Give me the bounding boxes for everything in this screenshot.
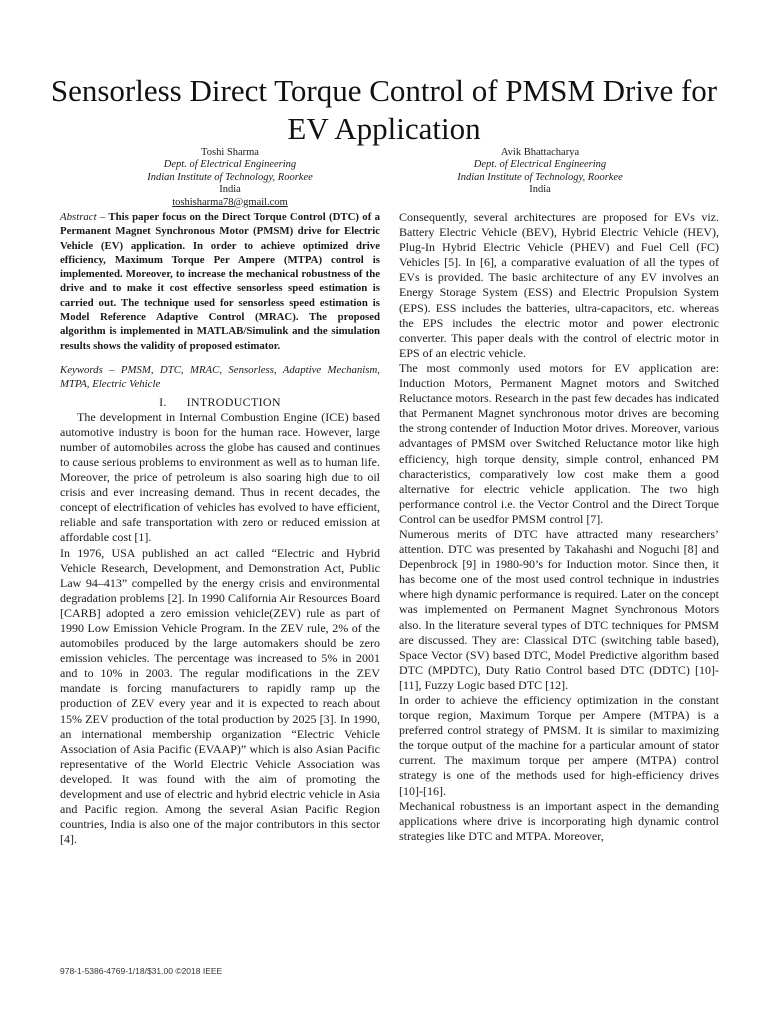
left-column bbox=[60, 210, 380, 847]
author-name: Avik Bhattacharya bbox=[500, 147, 580, 158]
author-institution: Indian Institute of Technology, Roorkee bbox=[147, 171, 313, 183]
paragraph: Consequently, several architectures are proposed for EVs viz. Battery Electric Vehicle (BEV), Hybrid Electric Vehicle (HEV), Plug-In Hybrid Electric Vehicle (PHEV) and Fuel Cell (FC) Vehicles [5]. In [6], a comparative evaluation of all the types of EVs is provided. The basic architecture of any EV involves an Energy Storage System (ESS) and Electric Propulsion System (EPS). ESS includes the batteries, ultra-capacitors, etc. whereas the EPS includes the electric motor and power electronic converter. This paper deals with the control of electric motor in EPS of an electric vehicle. bbox=[399, 210, 719, 360]
author-block-2 bbox=[390, 147, 690, 197]
paragraph: The development in Internal Combustion Engine (ICE) based automotive industry is boon for the human race. However, large number of automobiles across the globe has caused and continues to cause serious problems to environment as well as to human life. Moreover, the price of petroleum is also soaring high due to oil crisis and ever increasing demand. Thus in recent decades, the concept of electrification of vehicles has evolved to have efficient, reliable and safe transportation with zero or reduced emission at affordable cost [1]. bbox=[60, 409, 380, 545]
author-email[interactable]: toshisharma78@gmail.com bbox=[172, 196, 288, 208]
abstract bbox=[60, 210, 380, 353]
paragraph: Numerous merits of DTC have attracted many researchers’ attention. DTC was presented by Takahashi and Noguchi [8] and Depenbrock [9] in 1980-90’s for Induction motor. Since then, it has become one of the most used control technique in industries where high dynamic performance is required. Later on the concept was implemented on Permanent Magnet Synchronous Motors also. In the literature several types of DTC techniques for PMSM are discussed. They are: Classical DTC (switching table based), Space Vector (SV) based DTC, Model Predictive algorithm based DTC (MPDTC), Duty Ratio Control based DTC (DDTC) [10]-[11], Fuzzy Logic based DTC [12]. bbox=[399, 526, 719, 692]
abstract-label: Abstract – bbox=[60, 211, 106, 223]
author-institution: Indian Institute of Technology, Roorkee bbox=[457, 171, 623, 183]
author-dept: Dept. of Electrical Engineering bbox=[473, 159, 607, 171]
author-country: India bbox=[529, 184, 551, 196]
paragraph: In 1976, USA published an act called “Electric and Hybrid Vehicle Research, Development, and Demonstration Act, Public Law 94–413” compelled by the energy crisis and environmental degradation problems [2]. In 1990 California Air Resources Board [CARB] adopted a zero emission vehicle(ZEV) rule as part of 1990 Low Emission Vehicle Program. In the ZEV rule, 2% of the automobiles produced by the large automakers should be zero emission vehicles. The percentage was increased to 5% in 2001 and to 10% in 2003. The regular modifications in the ZEV mandate is forcing manufacturers to rapidly ramp up the production of ZEV every year and it is expected to reach about 15% ZEV production of the total production by 2025 [3]. In 1990, an international membership organization “Electric Vehicle Association of Asia Pacific (EVAAP)” which is also Asian Pacific representative of the World Electric Vehicle Association was developed. It was found with the aim of promoting the development and use of electric and hybrid electric vehicle in Asia and Pacific region. Among the several Asian Pacific Region countries, India is also one of the major contributors in this sector [4]. bbox=[60, 545, 380, 847]
author-name: Toshi Sharma bbox=[201, 147, 259, 158]
paragraph: In order to achieve the efficiency optimization in the constant torque region, Maximum Torque per Ampere (MTPA) is a preferred control strategy of PMSM. It is similar to maximizing the torque output of the machine for a particular amount of stator current. The maximum torque per ampere (MTPA) control strategy is one of the methods used for high-efficiency drives [10]-[16]. bbox=[399, 693, 719, 798]
abstract-text: This paper focus on the Direct Torque Control (DTC) of a Permanent Magnet Synchronous Motor (PMSM) drive for Electric Vehicle (EV) application. In order to achieve optimized drive efficiency, Maximum Torque Per Ampere (MTPA) control is implemented. Moreover, to increase the mechanical robustness of the drive and to make it cost effective sensorless speed estimation is carried out. The technique used for sensorless speed estimation is Model Reference Adaptive Control (MRAC). The proposed algorithm is implemented in MATLAB/Simulink and the simulation results shows the validity of proposed estimator. bbox=[60, 211, 380, 352]
keywords: Keywords – PMSM, DTC, MRAC, Sensorless, Adaptive Mechanism, MTPA, Electric Vehicle bbox=[60, 363, 380, 391]
paragraph: The most commonly used motors for EV application are: Induction Motors, Permanent Magnet motors and Switched Reluctance motors. Research in the past few decades has indicated that Permanent Magnet synchronous motor drives are becoming the strong contender of Induction Motor drives. Moreover, various advantages of PMSM over Switched Reluctance motor like high efficiency, high torque density, simple control, enhanced PM characteristics, comparatively low cost make them a good alternative for electric vehicle application. The two high performance control i.e. the Vector Control and the Direct Torque Control can be usedfor PMSM control [7]. bbox=[399, 360, 719, 526]
author-block-1 bbox=[80, 147, 380, 209]
right-column bbox=[399, 210, 719, 844]
author-country: India bbox=[219, 184, 241, 196]
paragraph: Mechanical robustness is an important aspect in the demanding applications where drive is incorporating high dynamic control strategies like DTC and MTPA. Moreover, bbox=[399, 798, 719, 843]
copyright-footer: 978-1-5386-4769-1/18/$31.00 ©2018 IEEE bbox=[60, 966, 223, 976]
author-dept: Dept. of Electrical Engineering bbox=[163, 159, 297, 171]
section-heading-introduction: I. INTRODUCTION bbox=[159, 394, 281, 409]
paper-title: Sensorless Direct Torque Control of PMSM Drive for EV Application bbox=[50, 73, 718, 146]
